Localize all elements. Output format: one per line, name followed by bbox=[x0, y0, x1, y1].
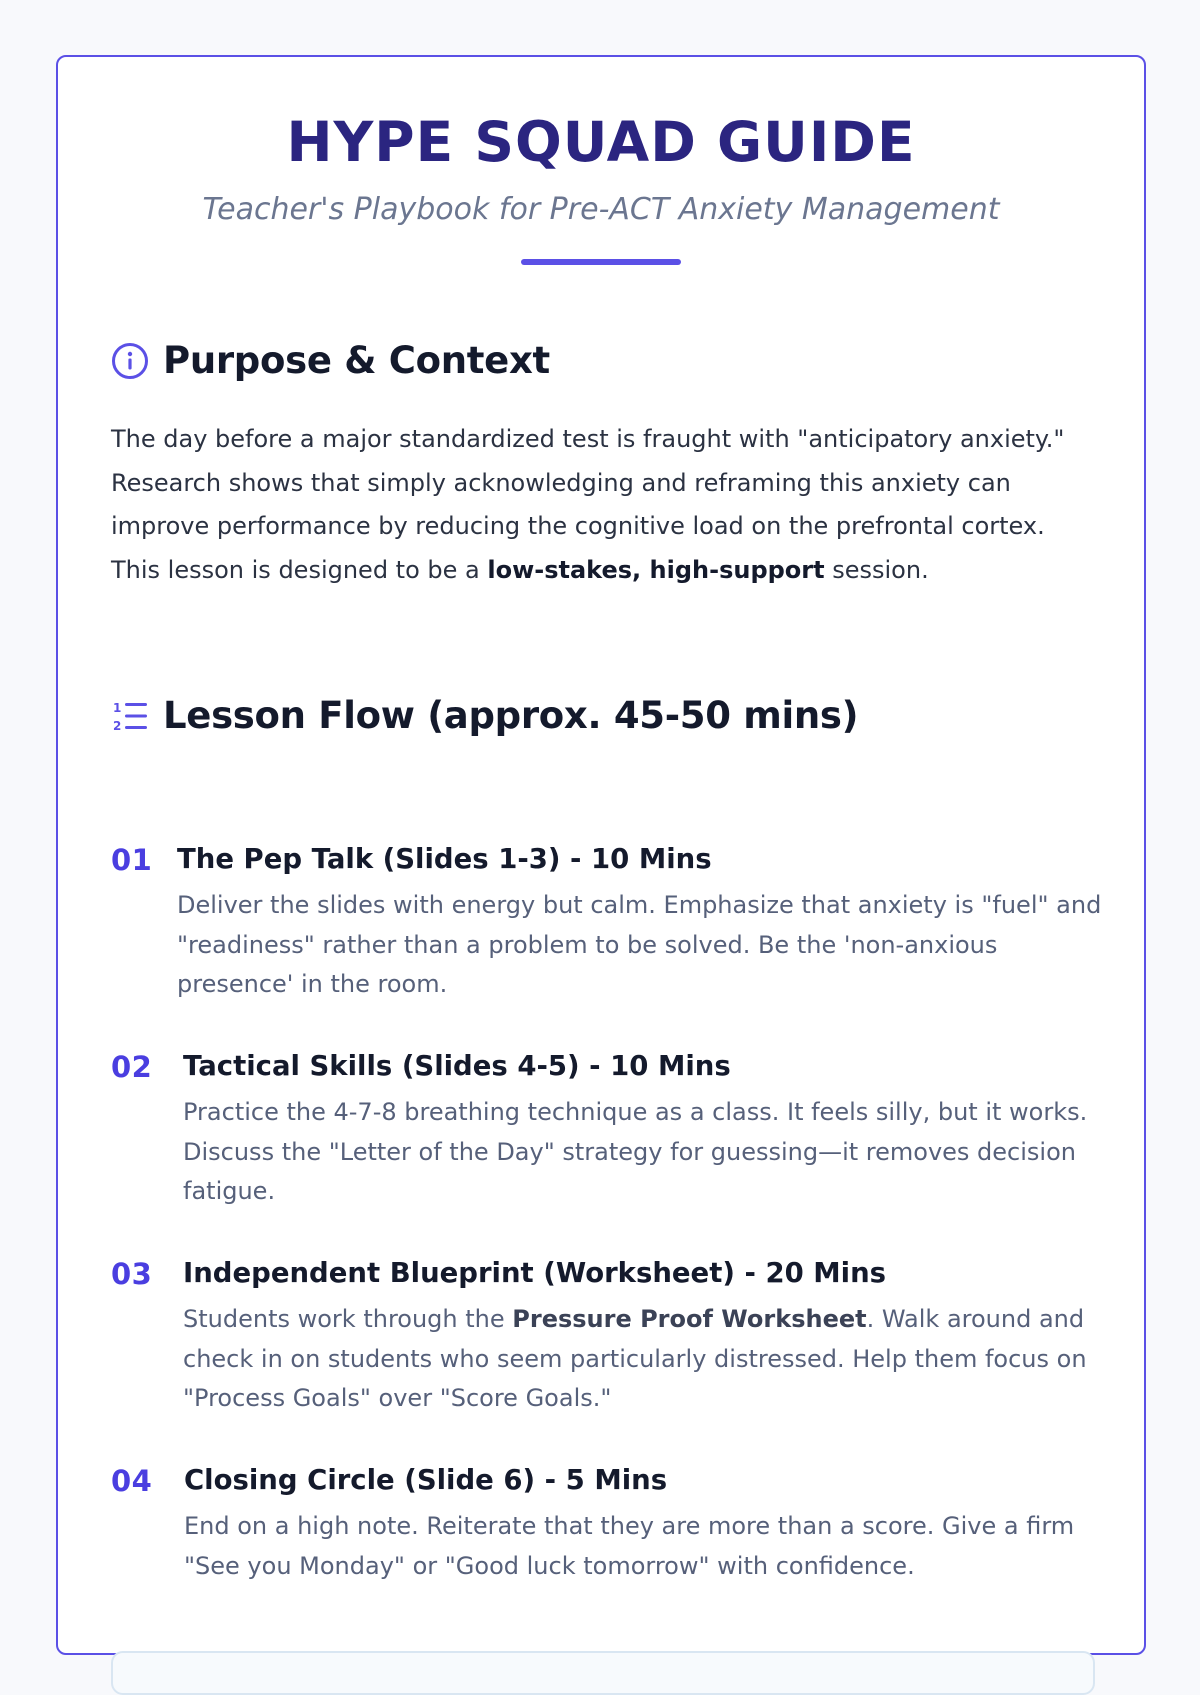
step-number: 03 bbox=[111, 1257, 153, 1291]
lesson-flow-heading bbox=[111, 694, 858, 737]
step-description bbox=[177, 886, 1107, 1005]
step-description-text: Students work through the bbox=[183, 1305, 513, 1333]
step-description-text: Deliver the slides with energy but calm. Emphasize that anxiety is "fuel" and "readiness" rather than a problem to be solved. Be the 'non-anxious presence' in the room. bbox=[177, 891, 1102, 998]
step-description bbox=[183, 1093, 1113, 1212]
svg-text:1: 1 bbox=[113, 700, 122, 715]
lesson-flow-heading-text: Lesson Flow (approx. 45-50 mins) bbox=[163, 694, 859, 737]
purpose-body-emphasis: low-stakes, high-support bbox=[487, 555, 825, 584]
guide-card bbox=[56, 55, 1146, 1655]
next-section-box bbox=[111, 1651, 1095, 1695]
step-description bbox=[183, 1300, 1113, 1419]
info-circle-icon bbox=[111, 342, 149, 380]
purpose-body-text: The day before a major standardized test is fraught with "anticipatory anxiety." Research shows that simply acknowledging and reframing this anxiety can improve performance by reducing the cognitive load on the prefrontal cortex. This lesson is designed to be a bbox=[111, 425, 1065, 584]
purpose-section-heading bbox=[111, 339, 550, 382]
purpose-heading-text: Purpose & Context bbox=[163, 339, 550, 382]
step-description-text: End on a high note. Reiterate that they are more than a score. Give a firm "See you Monday" or "Good luck tomorrow" with confidence. bbox=[184, 1512, 1075, 1580]
step-description-text: Practice the 4-7-8 breathing technique as a class. It feels silly, but it works. Discuss the "Letter of the Day" strategy for guessing—it removes decision fatigue. bbox=[183, 1098, 1088, 1205]
purpose-body bbox=[111, 418, 1101, 592]
purpose-body-text-end: session. bbox=[824, 555, 929, 584]
step-description-text-end: . Walk around and check in on students who seem particularly distressed. Help them focus on "Process Goals" over "Score Goals." bbox=[183, 1305, 1087, 1412]
svg-text:2: 2 bbox=[113, 718, 122, 733]
step-number: 01 bbox=[111, 843, 153, 877]
page-subtitle: Teacher's Playbook for Pre-ACT Anxiety Management bbox=[202, 192, 1000, 227]
worksheet-name: Pressure Proof Worksheet bbox=[512, 1305, 867, 1333]
step-number: 02 bbox=[111, 1050, 153, 1084]
title-divider bbox=[521, 259, 681, 265]
numbered-list-icon bbox=[111, 697, 149, 735]
step-description bbox=[184, 1507, 1114, 1586]
page-title: HYPE SQUAD GUIDE bbox=[286, 110, 916, 174]
step-title: Independent Blueprint (Worksheet) - 20 Mins bbox=[183, 1257, 887, 1289]
step-number: 04 bbox=[111, 1464, 153, 1498]
step-title: Tactical Skills (Slides 4-5) - 10 Mins bbox=[183, 1050, 731, 1082]
step-title: Closing Circle (Slide 6) - 5 Mins bbox=[184, 1464, 668, 1496]
step-title: The Pep Talk (Slides 1-3) - 10 Mins bbox=[177, 843, 712, 875]
guide-header bbox=[58, 57, 1144, 265]
